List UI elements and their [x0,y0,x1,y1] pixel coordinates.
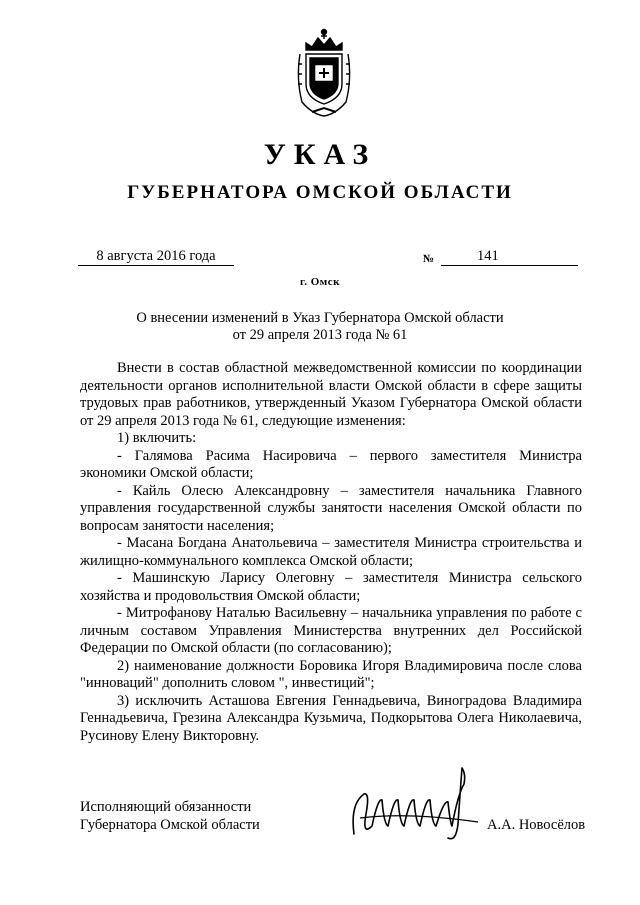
decree-date: 8 августа 2016 года [78,248,234,266]
paragraph: 3) исключить Асташова Евгения Геннадьевича, Виноградова Владимира Геннадьевича, Грезина Александра Кузьмича, Подкорытова Олега Николаевича, Русинову Елену Викторовну. [80,692,582,744]
paragraph: - Машинскую Ларису Олеговну – заместителя Министра сельского хозяйства и продовольствия Омской области; [80,570,582,604]
decree-body [80,360,582,745]
decree-number-field [441,248,578,266]
paragraph: - Митрофанову Наталью Васильевну – начальника управления по работе с личным составом Управления Министерства внутренних дел Российской Федерации по Омской области (по согласованию); [80,605,582,656]
paragraph: - Галямова Расима Насировича – первого заместителя Министра экономики Омской области; [80,447,582,481]
subject-line-1: О внесении изменений в Указ Губернатора Омской области [136,310,504,326]
position-line-2: Губернатора Омской области [80,816,260,833]
document-subtitle: ГУБЕРНАТОРА ОМСКОЙ ОБЛАСТИ [127,182,513,203]
paragraph: 2) наименование должности Боровика Игоря Владимировича после слова "инноваций" дополнить словом ", инвестиций"; [80,657,582,691]
handwritten-signature [348,764,486,846]
decree-subject [0,310,640,344]
signatory-name: А.А. Новосёлов [487,817,586,833]
paragraph: Внести в состав областной межведомственной комиссии по координации деятельности органов исполнительной власти Омской области в сфере защиты трудовых прав работников, утвержденный Указом Губернатора Омской области от 29 апреля 2013 года № 61, следующие изменения: [80,360,582,429]
paragraph: - Кайль Олесю Александровну – заместителя начальника Главного управления государственной службы занятости населения Омской области по вопросам занятости населения; [80,482,582,534]
signatory-position [80,799,260,834]
paragraph: 1) включить: [117,430,197,446]
subject-line-2: от 29 апреля 2013 года № 61 [232,327,408,343]
decree-number: 141 [477,248,499,264]
city: г. Омск [299,276,341,288]
paragraph: - Масана Богдана Анатольевича – заместителя Министра строительства и жилищно-коммунального комплекса Омской области; [80,535,582,569]
omsk-oblast-coat-of-arms-icon [292,24,356,120]
document-title: УКАЗ [263,138,377,171]
position-line-1: Исполняющий обязанности [80,799,252,815]
number-label: № [423,253,435,265]
